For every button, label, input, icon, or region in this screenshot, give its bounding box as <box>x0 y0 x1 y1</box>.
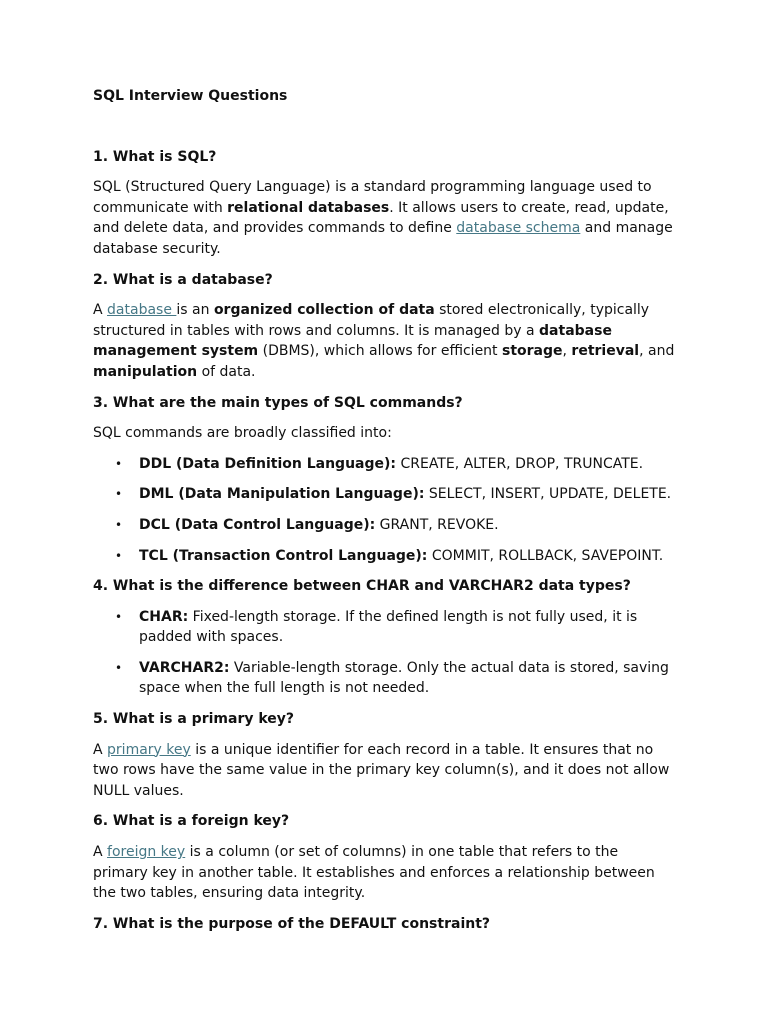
list-item-term: DML (Data Manipulation Language): <box>139 486 425 503</box>
bullet-icon: • <box>115 487 123 502</box>
sql-command-types-list <box>93 454 676 566</box>
list-item <box>115 515 676 536</box>
answer-2-text: , <box>562 343 572 360</box>
list-item-desc: COMMIT, ROLLBACK, SAVEPOINT. <box>427 547 664 564</box>
answer-3-intro: SQL commands are broadly classified into: <box>93 425 392 442</box>
answer-1-text: . It allows users to create, read, update, and delete data, and provides commands to define <box>93 199 669 237</box>
answer-5-text: is a unique identifier for each record in a table. It ensures that no two rows have the same value in the primary key column(s), and it does not allow NULL values. <box>93 741 670 799</box>
database-schema-link[interactable]: database schema <box>456 220 581 237</box>
question-2-heading: 2. What is a database? <box>93 271 273 288</box>
foreign-key-link[interactable]: foreign key <box>107 844 186 861</box>
answer-2-text: (DBMS), which allows for efficient <box>258 343 502 360</box>
answer-2-text: A <box>93 302 108 319</box>
question-5-heading: 5. What is a primary key? <box>93 711 295 728</box>
answer-6-paragraph <box>93 842 676 904</box>
answer-6-text: A <box>93 844 108 861</box>
list-item <box>115 658 676 699</box>
question-6-heading: 6. What is a foreign key? <box>93 813 290 830</box>
answer-1-paragraph <box>93 177 676 259</box>
primary-key-link[interactable]: primary key <box>107 741 191 758</box>
bullet-icon: • <box>115 517 123 532</box>
answer-2-text: of data. <box>197 363 256 380</box>
question-3-heading: 3. What are the main types of SQL commands? <box>93 394 463 411</box>
list-item-term: DDL (Data Definition Language): <box>139 455 397 472</box>
answer-2-bold-text: organized collection of data <box>213 302 435 319</box>
answer-2-bold-text: storage <box>502 343 563 360</box>
list-item <box>115 546 676 567</box>
bullet-icon: • <box>115 660 123 675</box>
bullet-icon: • <box>115 609 123 624</box>
answer-2-bold-text: manipulation <box>93 363 198 380</box>
list-item <box>115 607 676 648</box>
answer-5-text: A <box>93 741 108 758</box>
bullet-icon: • <box>115 456 123 471</box>
question-4-heading: 4. What is the difference between CHAR and VARCHAR2 data types? <box>93 578 631 595</box>
question-1-heading: 1. What is SQL? <box>93 148 217 165</box>
database-link[interactable]: database <box>107 302 177 319</box>
answer-2-text: is an <box>176 302 214 319</box>
answer-1-text: SQL (Structured Query Language) is a standard programming language used to communicate with <box>93 179 652 216</box>
list-item <box>115 484 676 505</box>
list-item-term: TCL (Transaction Control Language): <box>139 547 428 564</box>
list-item-term: DCL (Data Control Language): <box>139 516 376 533</box>
answer-2-bold-text: retrieval <box>571 343 640 360</box>
answer-1-text: and manage database security. <box>93 220 673 257</box>
answer-2-text: , and <box>639 343 675 360</box>
list-item-term: VARCHAR2: <box>139 659 230 676</box>
list-item-desc: GRANT, REVOKE. <box>375 516 499 533</box>
answer-5-paragraph <box>93 740 676 802</box>
answer-2-text: stored electronically, typically structured in tables with rows and columns. It is managed by a <box>93 302 650 339</box>
answer-1-bold-relational-databases: relational databases <box>227 199 390 216</box>
document-title: SQL Interview Questions <box>93 88 288 104</box>
answer-2-paragraph <box>93 300 676 382</box>
char-varchar-list <box>93 607 676 699</box>
list-item-desc: Fixed-length storage. If the defined length is not fully used, it is padded with spaces. <box>139 608 638 646</box>
list-item-desc: SELECT, INSERT, UPDATE, DELETE. <box>424 486 672 503</box>
bullet-icon: • <box>115 548 123 563</box>
answer-2-bold-text: database management system <box>93 322 612 360</box>
list-item-term: CHAR: <box>139 608 189 625</box>
list-item-desc: CREATE, ALTER, DROP, TRUNCATE. <box>396 455 644 472</box>
question-7-heading: 7. What is the purpose of the DEFAULT constraint? <box>93 915 491 932</box>
list-item-desc: Variable-length storage. Only the actual data is stored, saving space when the full length is not needed. <box>139 659 669 697</box>
list-item <box>115 454 676 475</box>
answer-6-text: is a column (or set of columns) in one table that refers to the primary key in another table. It establishes and enforces a relationship between the two tables, ensuring data integrity. <box>93 844 655 902</box>
